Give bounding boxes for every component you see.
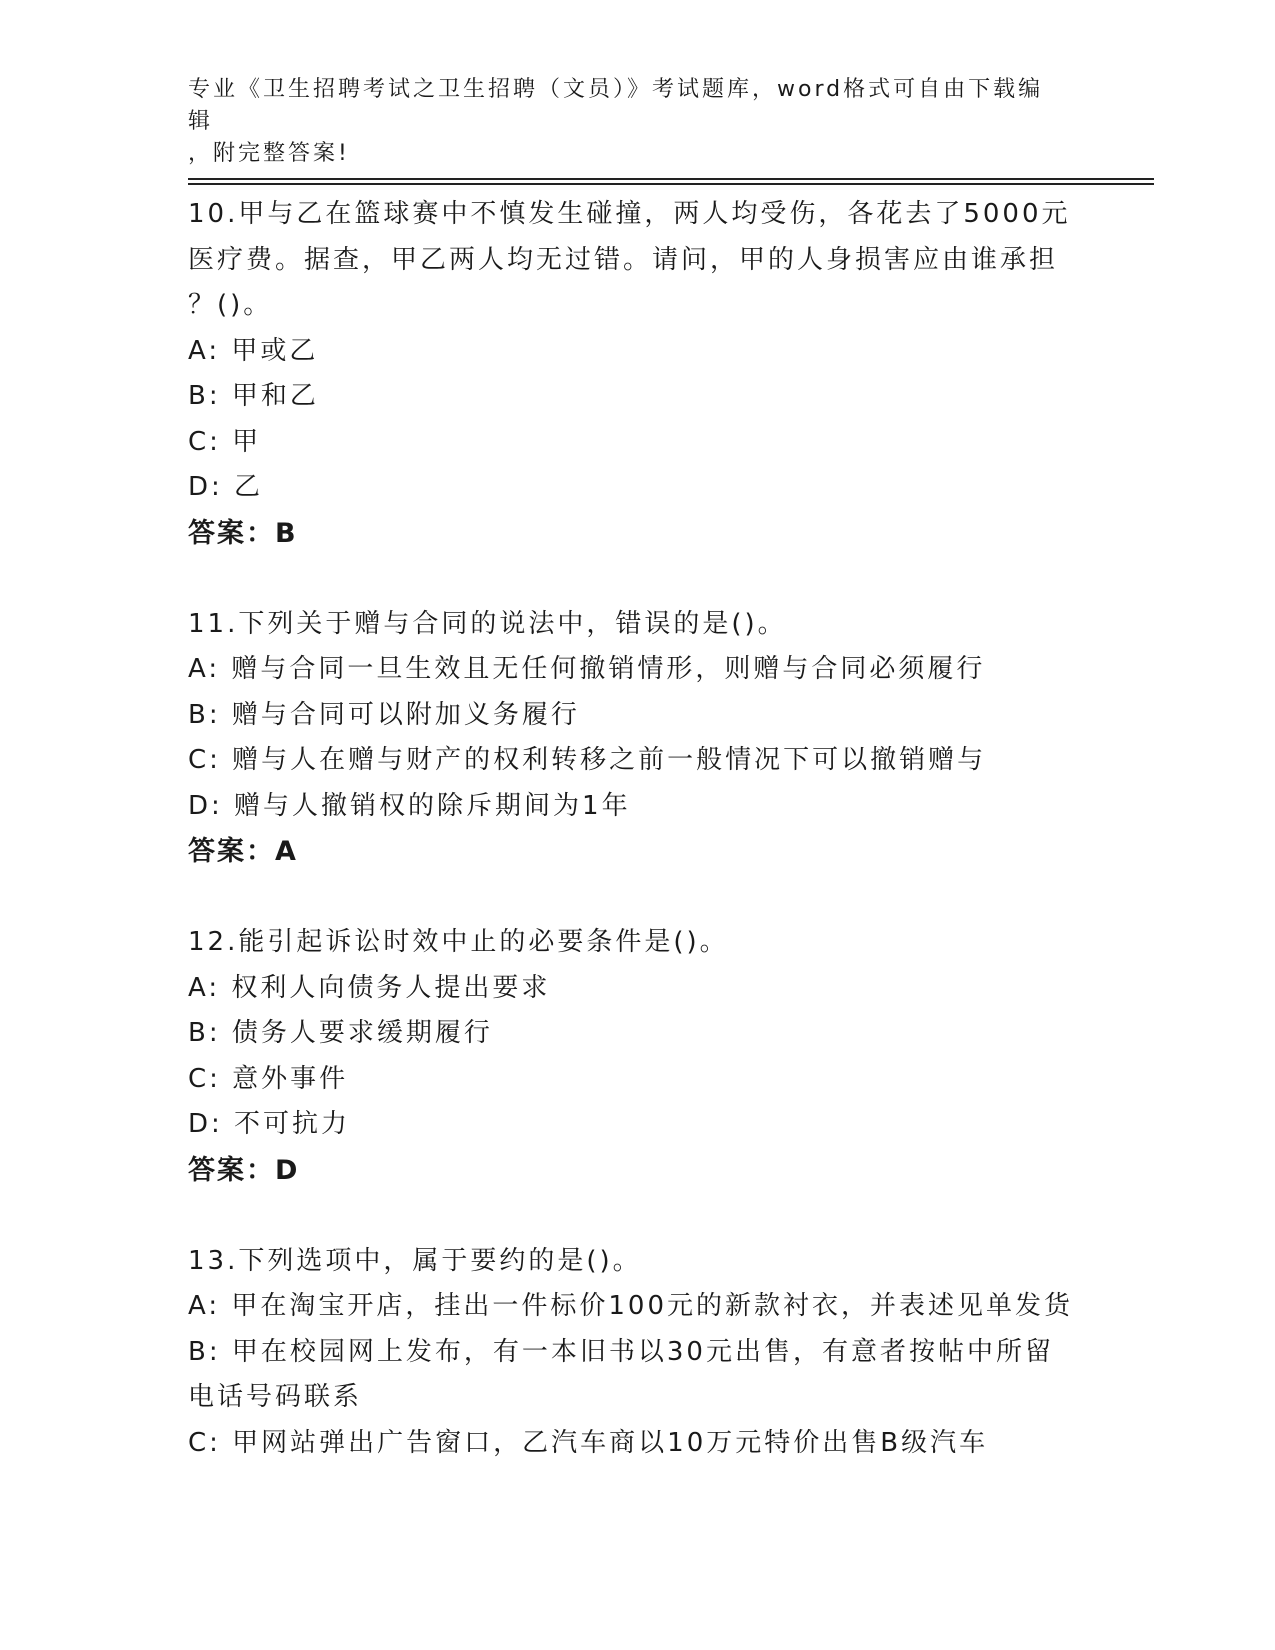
- option-a: A: 权利人向债务人提出要求: [188, 972, 551, 1003]
- option-a: A: 甲在淘宝开店，挂出一件标价100元的新款衬衣，并表述见单发货: [188, 1291, 1073, 1321]
- question-12: [188, 920, 1088, 1193]
- option-a: A: 甲或乙: [188, 335, 319, 366]
- question-11: [188, 602, 1088, 875]
- header-line-1: 专业《卫生招聘考试之卫生招聘（文员）》考试题库，word格式可自由下载编辑: [188, 77, 1044, 134]
- question-13: [188, 1239, 1088, 1467]
- option-c: C: 甲: [188, 426, 262, 457]
- question-text: 10.甲与乙在篮球赛中不慎发生碰撞，两人均受伤，各花去了5000元: [188, 199, 1071, 229]
- document-header: [188, 74, 1068, 170]
- spacer: [188, 556, 1088, 602]
- option-c: C: 赠与人在赠与财产的权利转移之前一般情况下可以撤销赠与: [188, 745, 987, 775]
- header-rule-top: [188, 178, 1154, 180]
- option-b: B: 债务人要求缓期履行: [188, 1018, 493, 1048]
- answer: 答案：A: [188, 836, 298, 867]
- question-text: 13.下列选项中，属于要约的是()。: [188, 1245, 642, 1276]
- header-rule-bottom: [188, 183, 1154, 185]
- option-a: A: 赠与合同一旦生效且无任何撤销情形，则赠与合同必须履行: [188, 654, 986, 684]
- option-b-continued: 电话号码联系: [188, 1382, 363, 1412]
- option-b: B: 甲在校园网上发布，有一本旧书以30元出售，有意者按帖中所留: [188, 1336, 1054, 1367]
- option-d: D: 不可抗力: [188, 1109, 351, 1139]
- question-text: 医疗费。据查，甲乙两人均无过错。请问，甲的人身损害应由谁承担: [188, 244, 1059, 275]
- question-text: 11.下列关于赠与合同的说法中，错误的是()。: [188, 608, 787, 639]
- option-c: C: 甲网站弹出广告窗口，乙汽车商以10万元特价出售B级汽车: [188, 1427, 989, 1458]
- questions-body: [188, 192, 1088, 1466]
- spacer: [188, 1193, 1088, 1239]
- answer: 答案：D: [188, 1154, 300, 1186]
- option-b: B: 甲和乙: [188, 381, 319, 411]
- question-10: [188, 192, 1088, 556]
- option-c: C: 意外事件: [188, 1063, 349, 1094]
- answer: 答案：B: [188, 517, 298, 549]
- question-text: ？()。: [188, 290, 273, 320]
- header-line-2: ，附完整答案!: [188, 141, 350, 166]
- option-d: D: 乙: [188, 472, 264, 502]
- option-d: D: 赠与人撤销权的除斥期间为1年: [188, 790, 631, 821]
- spacer: [188, 875, 1088, 921]
- option-b: B: 赠与合同可以附加义务履行: [188, 699, 580, 730]
- question-text: 12.能引起诉讼时效中止的必要条件是()。: [188, 927, 729, 957]
